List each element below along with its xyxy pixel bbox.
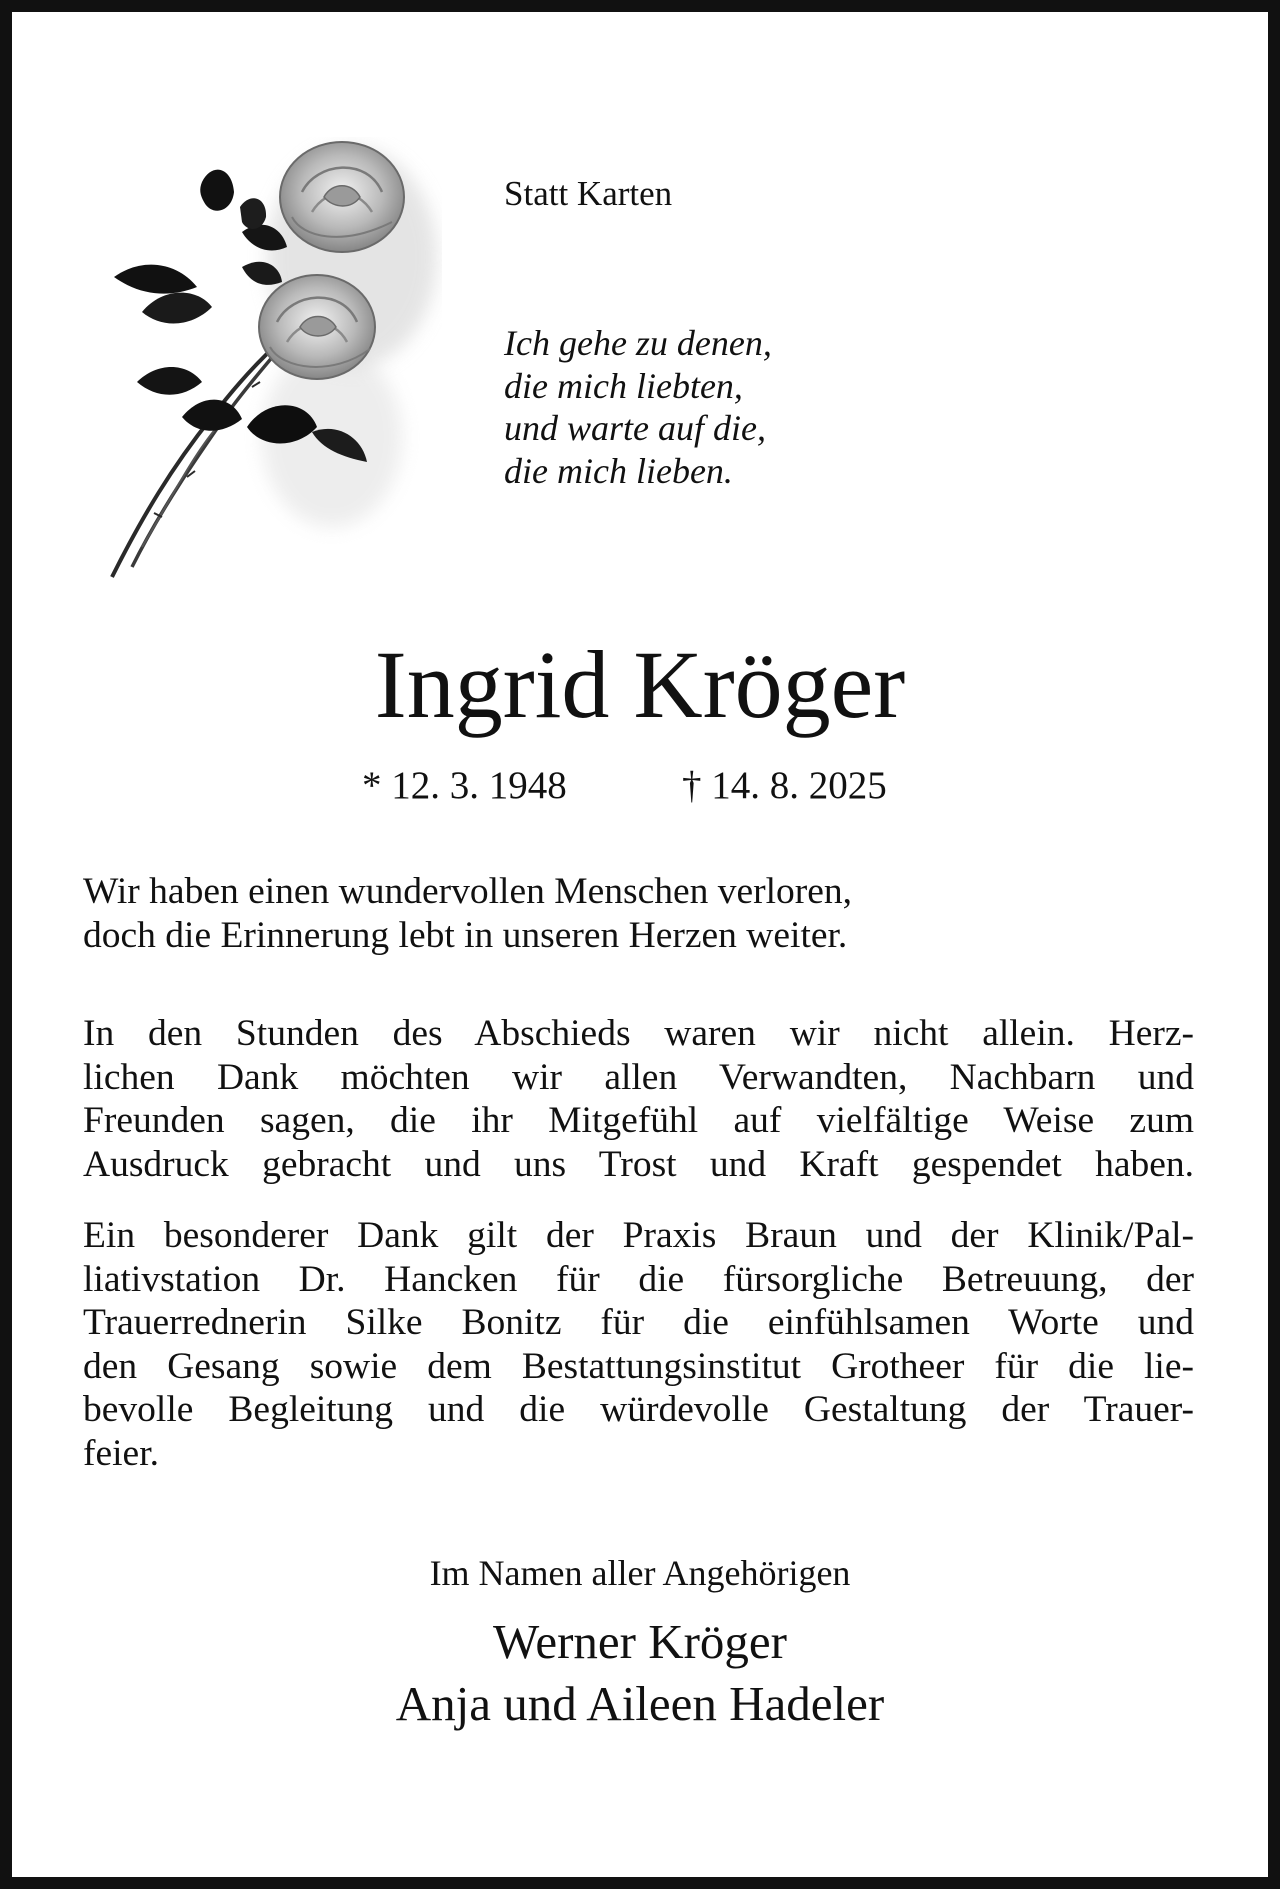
- rose-icon: [102, 137, 442, 592]
- closing-line: Im Namen aller Angehörigen: [429, 1553, 851, 1593]
- paragraph-line: In den Stunden des Abschieds waren wir nicht allein. Herz-: [83, 1013, 1194, 1054]
- memorial-verse: [504, 322, 772, 492]
- paragraph-thanks: [83, 1012, 1194, 1186]
- verse-line: die mich liebten,: [504, 365, 743, 406]
- death-date: † 14. 8. 2025: [682, 764, 887, 807]
- paragraph-line: Ausdruck gebracht und uns Trost und Kraft gespendet haben.: [83, 1143, 1194, 1185]
- paragraph-line: bevolle Begleitung und die würdevolle Gestaltung der Trauer-: [83, 1389, 1194, 1430]
- birth-date: * 12. 3. 1948: [362, 764, 567, 807]
- signature-name: Anja und Aileen Hadeler: [395, 1676, 885, 1731]
- paragraph-special-thanks: [83, 1214, 1194, 1475]
- paragraph-line: feier.: [83, 1432, 159, 1474]
- paragraph-line: doch die Erinnerung lebt in unseren Herzen weiter.: [83, 914, 848, 956]
- paragraph-line: Ein besonderer Dank gilt der Praxis Braun und der Klinik/Pal-: [83, 1215, 1194, 1256]
- paragraph-line: den Gesang sowie dem Bestattungsinstitut Grotheer für die lie-: [83, 1345, 1194, 1387]
- paragraph-line: lichen Dank möchten wir allen Verwandten, Nachbarn und: [83, 1056, 1194, 1098]
- paragraph-line: liativstation Dr. Hancken für die fürsorgliche Betreuung, der: [83, 1258, 1194, 1300]
- paragraph-remembrance: [83, 870, 1194, 957]
- verse-line: die mich lieben.: [504, 450, 733, 491]
- verse-line: Ich gehe zu denen,: [504, 323, 772, 363]
- verse-line: und warte auf die,: [504, 408, 766, 448]
- paragraph-line: Freunden sagen, die ihr Mitgefühl auf vielfältige Weise zum: [83, 1100, 1194, 1141]
- signature-name: Werner Kröger: [493, 1614, 787, 1669]
- obituary-notice: [12, 12, 1268, 1877]
- paragraph-line: Wir haben einen wundervollen Menschen verloren,: [83, 871, 853, 912]
- subtitle-statt-karten: Statt Karten: [504, 174, 673, 213]
- paragraph-line: Trauerrednerin Silke Bonitz für die einfühlsamen Worte und: [83, 1302, 1194, 1343]
- deceased-name: Ingrid Kröger: [374, 631, 906, 738]
